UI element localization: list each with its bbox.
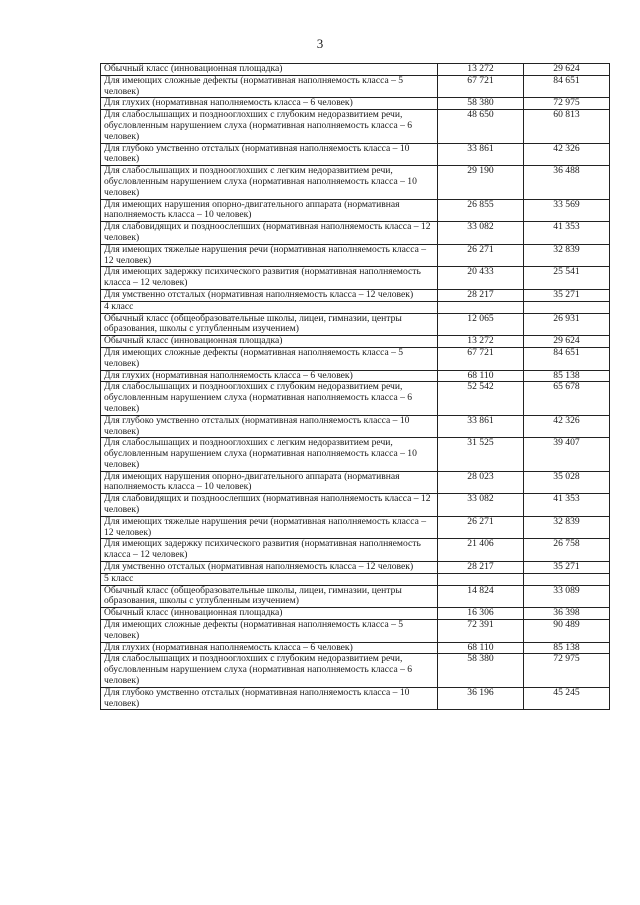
row-label: Для имеющих тяжелые нарушения речи (нормативная наполняемость класса – 12 человек) (101, 244, 438, 267)
value-a: 33 082 (438, 494, 524, 517)
table-row (101, 585, 610, 608)
value-b (524, 573, 610, 585)
table-row (101, 608, 610, 620)
value-a: 14 824 (438, 585, 524, 608)
row-label: Для умственно отсталых (нормативная наполняемость класса – 12 человек) (101, 289, 438, 301)
value-b: 84 651 (524, 75, 610, 98)
value-b: 41 353 (524, 494, 610, 517)
value-a: 26 855 (438, 199, 524, 222)
row-label: Для умственно отсталых (нормативная наполняемость класса – 12 человек) (101, 562, 438, 574)
value-b (524, 301, 610, 313)
value-b: 41 353 (524, 222, 610, 245)
table-row (101, 222, 610, 245)
table-row (101, 620, 610, 643)
table-row (101, 438, 610, 471)
table-row (101, 471, 610, 494)
row-label: Для имеющих сложные дефекты (нормативная наполняемость класса – 5 человек) (101, 620, 438, 643)
row-label: Для имеющих сложные дефекты (нормативная наполняемость класса – 5 человек) (101, 75, 438, 98)
table-row (101, 494, 610, 517)
value-b: 29 624 (524, 336, 610, 348)
row-label: Для глухих (нормативная наполняемость класса – 6 человек) (101, 642, 438, 654)
value-a: 58 380 (438, 654, 524, 687)
value-b: 33 569 (524, 199, 610, 222)
row-label: Для слабослышащих и позднооглохших с легким недоразвитием речи, обусловленным нарушением слуха (нормативная наполняемость класса – 10 человек) (101, 438, 438, 471)
table-row (101, 75, 610, 98)
value-a: 48 650 (438, 110, 524, 143)
table-row (101, 336, 610, 348)
row-label: Для имеющих нарушения опорно-двигательного аппарата (нормативная наполняемость класса – 10 человек) (101, 471, 438, 494)
value-b: 33 089 (524, 585, 610, 608)
row-label: Обычный класс (общеобразовательные школы, лицеи, гимназии, центры образования, школы с углубленным изучением) (101, 313, 438, 336)
row-label: 5 класс (101, 573, 438, 585)
table-row (101, 654, 610, 687)
row-label: Для глухих (нормативная наполняемость класса – 6 человек) (101, 98, 438, 110)
value-a: 52 542 (438, 382, 524, 415)
value-a: 21 406 (438, 539, 524, 562)
value-b: 72 975 (524, 98, 610, 110)
value-a: 33 082 (438, 222, 524, 245)
value-b: 60 813 (524, 110, 610, 143)
row-label: Для имеющих тяжелые нарушения речи (нормативная наполняемость класса – 12 человек) (101, 516, 438, 539)
value-a (438, 301, 524, 313)
value-b: 72 975 (524, 654, 610, 687)
value-b: 26 758 (524, 539, 610, 562)
table-row (101, 382, 610, 415)
value-b: 85 138 (524, 370, 610, 382)
table-row (101, 539, 610, 562)
row-label: Для глубоко умственно отсталых (нормативная наполняемость класса – 10 человек) (101, 687, 438, 710)
row-label: Для слабовидящих и поздноослепших (нормативная наполняемость класса – 12 человек) (101, 222, 438, 245)
table-row (101, 166, 610, 199)
value-a: 67 721 (438, 347, 524, 370)
table-row (101, 642, 610, 654)
value-b: 45 245 (524, 687, 610, 710)
value-a: 31 525 (438, 438, 524, 471)
value-b: 90 489 (524, 620, 610, 643)
page-number: 3 (316, 36, 324, 51)
row-label: Для слабовидящих и поздноослепших (нормативная наполняемость класса – 12 человек) (101, 494, 438, 517)
value-b: 35 271 (524, 562, 610, 574)
section-row (101, 301, 610, 313)
row-label: Для слабослышащих и позднооглохших с глубоким недоразвитием речи, обусловленным нарушением слуха (нормативная наполняемость класса – 6 человек) (101, 382, 438, 415)
value-a: 26 271 (438, 516, 524, 539)
table-row (101, 199, 610, 222)
value-a: 20 433 (438, 267, 524, 290)
table-row (101, 347, 610, 370)
row-label: Для имеющих нарушения опорно-двигательного аппарата (нормативная наполняемость класса – 10 человек) (101, 199, 438, 222)
value-a: 33 861 (438, 415, 524, 438)
value-b: 42 326 (524, 143, 610, 166)
value-a: 28 217 (438, 289, 524, 301)
row-label: Для слабослышащих и позднооглохших с глубоким недоразвитием речи, обусловленным нарушением слуха (нормативная наполняемость класса – 6 человек) (101, 110, 438, 143)
table-row (101, 110, 610, 143)
value-a: 28 217 (438, 562, 524, 574)
value-a: 67 721 (438, 75, 524, 98)
row-label: Обычный класс (инновационная площадка) (101, 608, 438, 620)
value-b: 26 931 (524, 313, 610, 336)
value-a: 33 861 (438, 143, 524, 166)
value-a: 13 272 (438, 64, 524, 76)
row-label: Обычный класс (общеобразовательные школы, лицеи, гимназии, центры образования, школы с углубленным изучением) (101, 585, 438, 608)
value-b: 29 624 (524, 64, 610, 76)
value-a: 12 065 (438, 313, 524, 336)
value-a: 36 196 (438, 687, 524, 710)
value-a: 26 271 (438, 244, 524, 267)
value-a: 13 272 (438, 336, 524, 348)
table-row (101, 516, 610, 539)
table-row (101, 562, 610, 574)
value-b: 85 138 (524, 642, 610, 654)
table-row (101, 313, 610, 336)
value-b: 36 488 (524, 166, 610, 199)
table-row (101, 267, 610, 290)
value-b: 32 839 (524, 244, 610, 267)
row-label: Для имеющих задержку психического развития (нормативная наполняемость класса – 12 человек) (101, 267, 438, 290)
row-label: Для имеющих сложные дефекты (нормативная наполняемость класса – 5 человек) (101, 347, 438, 370)
row-label: 4 класс (101, 301, 438, 313)
value-b: 35 271 (524, 289, 610, 301)
value-b: 35 028 (524, 471, 610, 494)
table-row (101, 687, 610, 710)
row-label: Для имеющих задержку психического развития (нормативная наполняемость класса – 12 человек) (101, 539, 438, 562)
value-a: 72 391 (438, 620, 524, 643)
table-row (101, 289, 610, 301)
value-a: 68 110 (438, 642, 524, 654)
value-a: 58 380 (438, 98, 524, 110)
table-row (101, 244, 610, 267)
value-a: 68 110 (438, 370, 524, 382)
row-label: Для слабослышащих и позднооглохших с глубоким недоразвитием речи, обусловленным нарушением слуха (нормативная наполняемость класса – 6 человек) (101, 654, 438, 687)
value-a (438, 573, 524, 585)
table-row (101, 98, 610, 110)
value-b: 25 541 (524, 267, 610, 290)
value-b: 65 678 (524, 382, 610, 415)
value-a: 16 306 (438, 608, 524, 620)
cost-table-body (101, 64, 610, 710)
value-a: 29 190 (438, 166, 524, 199)
row-label: Обычный класс (инновационная площадка) (101, 336, 438, 348)
table-row (101, 415, 610, 438)
row-label: Для слабослышащих и позднооглохших с легким недоразвитием речи, обусловленным нарушением слуха (нормативная наполняемость класса – 10 человек) (101, 166, 438, 199)
value-b: 36 398 (524, 608, 610, 620)
value-b: 39 407 (524, 438, 610, 471)
table-row (101, 143, 610, 166)
table-row (101, 64, 610, 76)
row-label: Для глубоко умственно отсталых (нормативная наполняемость класса – 10 человек) (101, 415, 438, 438)
row-label: Для глухих (нормативная наполняемость класса – 6 человек) (101, 370, 438, 382)
value-b: 42 326 (524, 415, 610, 438)
table-row (101, 370, 610, 382)
cost-table (100, 63, 610, 710)
value-a: 28 023 (438, 471, 524, 494)
section-row (101, 573, 610, 585)
value-b: 84 651 (524, 347, 610, 370)
row-label: Обычный класс (инновационная площадка) (101, 64, 438, 76)
row-label: Для глубоко умственно отсталых (нормативная наполняемость класса – 10 человек) (101, 143, 438, 166)
value-b: 32 839 (524, 516, 610, 539)
